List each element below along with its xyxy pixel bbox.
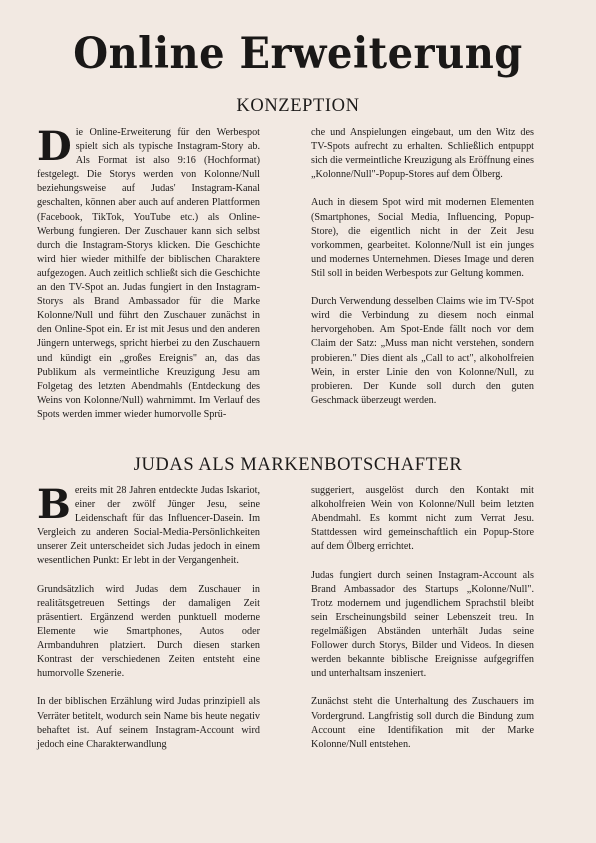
section2-first-paragraph-text: ereits mit 28 Jahren entdeckte Judas Iskariot, einer der zwölf Jünger Jesu, seine Leidenschaft für das Influencer-Dasein. Im Vergleich zu anderen Social-Media-Persönlichkeiten unserer Zeit unterscheidet sich Judas jedoch in einem wesentlichen Punkt: Er lebt in der Vergangenheit.: [37, 485, 260, 567]
page-title: Online Erweiterung: [73, 28, 523, 79]
drop-cap: B: [37, 481, 71, 528]
section-heading-judas: JUDAS ALS MARKENBOTSCHAFTER: [133, 455, 463, 475]
section1-first-paragraph-text: ie Online-Erweiterung für den Werbespot spielt sich als typische Instagram-Story ab. Als Format ist also 9:16 (Hochformat) festgelegt. Die Storys werden von Kolonne/Null beziehungsweise auf Judas' Instagram-Kanal geschalten, können aber auch auf anderen Plattformen (Facebook, TikTok, YouTube etc.) als Online-Werbung fungieren. Der Zuschauer kann sich selbst durch die Instagram-Storys klicken. Die Geschichte wird hier wieder mithilfe der biblischen Charaktere aufgezogen. Auch zeitlich schließt sich die Geschichte an den TV-Spot an. Judas fungiert in den Instagram-Storys als Brand Ambassador für die Marke Kolonne/Null und führt den Zuschauer zunächst in den Online-Spot ein. Er ist mit Jesus und den anderen Jüngern unterwegs, spricht hierbei zu den Zuschauern und kündigt ein „großes Ereignis" an, das das Publikum als vermeintliche Kreuzigung Jesu am Folgetag des letzten Abendmahls (Entdeckung des Weins von Kolonne/Null) wahrnimmt. Im Verlauf des Spots werden immer wieder humorvolle Sprü-: [37, 127, 260, 420]
section1-left-column: [37, 123, 260, 422]
drop-cap: D: [37, 123, 72, 170]
section2-right-column: [311, 484, 534, 752]
section1-paragraph: Durch Verwendung desselben Claims wie im TV-Spot wird die Verbindung zu diesem noch einmal hervorgehoben. Am Spot-Ende fällt noch vor dem Claim der Satz: „Muss man nicht verstehen, sondern probieren." Dies dient als „Call to act", alkoholfreien Wein, in erster Linie den von Kolonne/Null, zu probieren. Der Kunde soll durch den guten Geschmack überzeugt werden.: [311, 296, 534, 406]
section2-paragraph: [37, 481, 260, 569]
section2-left-column: [37, 481, 260, 752]
section2-paragraph: suggeriert, ausgelöst durch den Kontakt mit alkoholfreien Wein von Kolonne/Null beim letzten Abendmahl. Es kommt nicht zum Verrat Jesu. Stattdessen wird gemeinschaftlich ein Popup-Store auf dem Ölberg errichtet.: [311, 485, 534, 553]
section-heading-konzeption: KONZEPTION: [236, 96, 360, 116]
section1-paragraph: che und Anspielungen eingebaut, um den Witz des TV-Spots aufrecht zu erhalten. Schließlich entpuppt sich die vermeintliche Kreuzigung als Eröffnung eines „Kolonne/Null"-Popup-Stores auf dem Ölberg.: [311, 127, 534, 181]
section1-right-column: [311, 126, 534, 408]
section1-paragraph: Auch in diesem Spot wird mit modernen Elementen (Smartphones, Social Media, Influencing, Popup-Store), die eigentlich nicht in der Zeit Jesu vorkommen, gearbeitet. Kolonne/Null ist ein junges und modernes Unternehmen. Dieses Image und deren Stil soll in beiden Werbespots zur Geltung kommen.: [311, 197, 534, 279]
section2-paragraph: In der biblischen Erzählung wird Judas prinzipiell als Verräter betitelt, wodurch sein Name bis heute negativ behaftet ist. Auf seinem Instagram-Account wird jedoch eine Charakterwandlung: [37, 696, 260, 750]
section1-paragraph: [37, 123, 260, 422]
section2-paragraph: Zunächst steht die Unterhaltung des Zuschauers im Vordergrund. Langfristig soll durch die Bindung zum Account eine Identifikation mit der Marke Kolonne/Null entstehen.: [311, 696, 534, 750]
section2-paragraph: Judas fungiert durch seinen Instagram-Account als Brand Ambassador des Startups „Kolonne/Null". Trotz modernem und jugendlichem Sprachstil bleibt sein Erscheinungsbild seiner Lebenszeit treu. In regelmäßigen Abständen unterhält Judas seine Follower durch Storys, Bilder und Videos. In diesen werden bekannte biblische Ereignisse aufgegriffen und unterhaltsam inszeniert.: [311, 569, 534, 680]
section2-paragraph: Grundsätzlich wird Judas dem Zuschauer in realitätsgetreuen Settings der damaligen Zeit präsentiert. Ergänzend werden punktuell moderne Elemente wie Smartphones, Autos oder Armbanduhren platziert. Durch diesen starken Kontrast der verschiedenen Zeiten entsteht eine humorvolle Szenerie.: [37, 583, 260, 680]
